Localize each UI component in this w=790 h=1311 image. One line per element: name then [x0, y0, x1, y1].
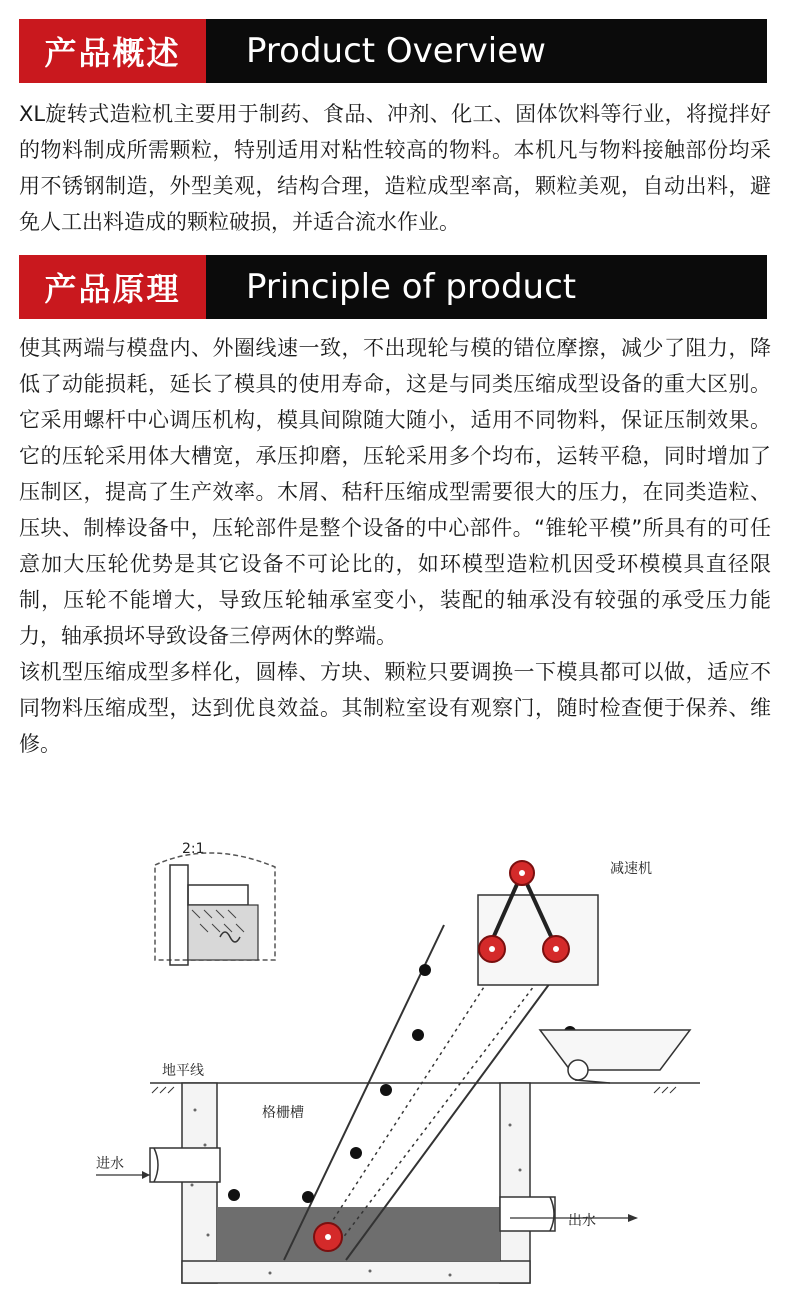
principle-header: [19, 255, 767, 319]
machine-diagram: [70, 825, 700, 1295]
overview-header: [19, 19, 767, 83]
grate-tank: [182, 1083, 530, 1283]
principle-title-cn: 产品原理: [19, 255, 206, 319]
detail-inset: [155, 841, 275, 965]
overview-title-en: Product Overview: [206, 19, 767, 83]
grate-tank-label: 格栅槽: [262, 1105, 304, 1121]
principle-body: [19, 330, 771, 762]
reducer: [478, 860, 652, 985]
reducer-label: 减速机: [610, 861, 652, 877]
inlet-pipe: [96, 1148, 220, 1182]
overview-body: [19, 96, 771, 240]
water-in-label: 进水: [96, 1156, 124, 1172]
principle-paragraph-2: 该机型压缩成型多样化，圆棒、方块、颗粒只要调换一下模具都可以做，适应不同物料压缩成型，达到优良效益。其制粒室设有观察门，随时检查便于保养、维修。: [19, 660, 771, 756]
overview-text: XL旋转式造粒机主要用于制药、食品、冲剂、化工、固体饮料等行业，将搅拌好的物料制成所需颗粒，特别适用对粘性较高的物料。本机凡与物料接触部份均采用不锈钢制造，外型美观，结构合理，造粒成型率高，颗粒美观，自动出料，避免人工出料造成的颗粒破损，并适合流水作业。: [19, 102, 771, 234]
hopper-cart: [540, 1030, 690, 1083]
ground-line-label: 地平线: [162, 1063, 204, 1079]
water-out-label: 出水: [568, 1213, 596, 1229]
principle-paragraph-1: 使其两端与模盘内、外圈线速一致，不出现轮与模的错位摩擦，减少了阻力，降低了动能损耗，延长了模具的使用寿命，这是与同类压缩成型设备的重大区别。它采用螺杆中心调压机构，模具间隙随大随小，适用不同物料，保证压制效果。它的压轮采用体大槽宽，承压抑磨，压轮采用多个均布，运转平稳，同时增加了压制区，提高了生产效率。木屑、秸秆压缩成型需要很大的压力，在同类造粒、压块、制棒设备中，压轮部件是整个设备的中心部件。“锥轮平模”所具有的可任意加大压轮优势是其它设备不可论比的，如环模型造粒机因受环模模具直径限制，压轮不能增大，导致压轮轴承室变小，装配的轴承没有较强的承受压力能力，轴承损坏导致设备三停两休的弊端。: [19, 336, 771, 648]
scale-label: 2:1: [182, 841, 205, 857]
principle-title-en: Principle of product: [206, 255, 767, 319]
overview-title-cn: 产品概述: [19, 19, 206, 83]
outlet-pipe: [500, 1197, 638, 1231]
